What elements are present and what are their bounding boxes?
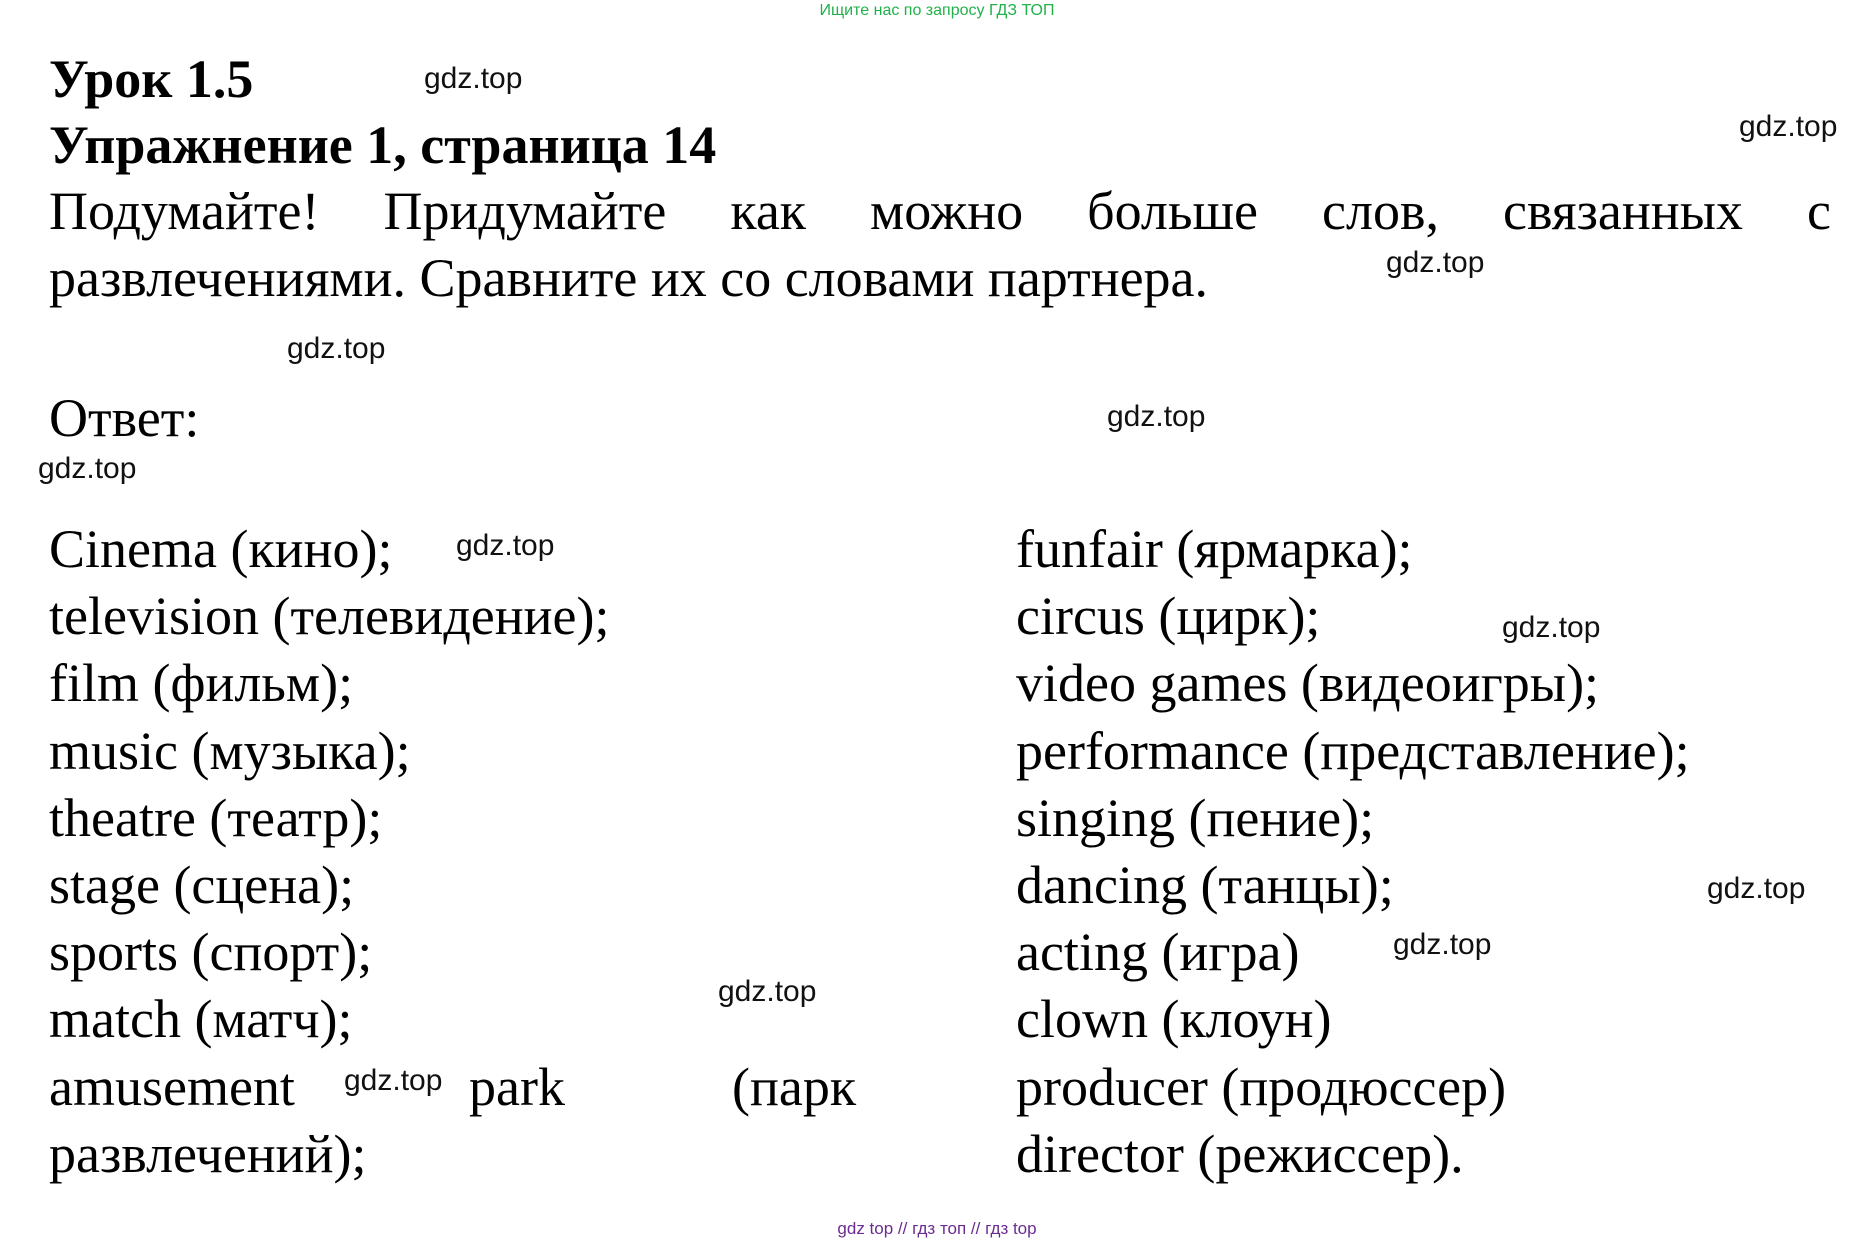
list-item: acting (игра)	[1016, 922, 1300, 983]
watermark: gdz.top	[1386, 246, 1485, 279]
list-item: match (матч);	[49, 989, 353, 1050]
list-item: director (режиссер).	[1016, 1123, 1464, 1184]
watermark: gdz.top	[456, 529, 555, 562]
list-item: sports (спорт);	[49, 922, 373, 983]
watermark: gdz.top	[1502, 611, 1601, 644]
watermark: gdz.top	[287, 332, 386, 365]
list-item: singing (пение);	[1016, 787, 1375, 848]
list-item: circus (цирк);	[1016, 586, 1321, 647]
list-item: theatre (театр);	[49, 787, 383, 848]
park-word: park	[469, 1056, 565, 1117]
search-banner: Ищите нас по запросу ГДЗ ТОП	[819, 2, 1055, 19]
list-item: video games (видеоигры);	[1016, 653, 1600, 714]
list-item: film (фильм);	[49, 653, 354, 714]
list-item: producer (продюссер)	[1016, 1056, 1507, 1117]
list-item: funfair (ярмарка);	[1016, 519, 1413, 579]
watermark: gdz.top	[424, 62, 523, 95]
answer-list-right	[1016, 516, 1856, 1188]
amusement-word: amusement	[49, 1056, 295, 1117]
watermark: gdz.top	[718, 975, 817, 1008]
list-item: dancing (танцы);	[1016, 855, 1394, 916]
list-item: clown (клоун)	[1016, 989, 1332, 1050]
list-item: television (телевидение);	[49, 586, 610, 647]
watermark: gdz.top	[1393, 928, 1492, 961]
footer-watermark: gdz top // гдз топ // гдз top	[837, 1219, 1037, 1238]
list-item-amusement-park	[49, 1054, 879, 1188]
task-text: Подумайте! Придумайте как можно больше слов, связанных с развлечениями. Сравните их со словами партнера.	[49, 181, 1831, 308]
watermark: gdz.top	[1107, 400, 1206, 433]
lesson-title: Урок 1.5	[49, 49, 254, 109]
list-item: performance (представление);	[1016, 720, 1690, 781]
answer-label: Ответ:	[49, 388, 200, 448]
park-translation-start: (парк	[732, 1056, 857, 1117]
exercise-title: Упражнение 1, страница 14	[49, 115, 717, 175]
watermark: gdz.top	[344, 1064, 443, 1097]
answer-list-left	[49, 516, 879, 1188]
list-item: Cinema (кино);	[49, 519, 393, 579]
list-item: music (музыка);	[49, 720, 411, 781]
watermark: gdz.top	[38, 452, 137, 485]
watermark: gdz.top	[1707, 872, 1806, 905]
park-translation-end: развлечений);	[49, 1123, 367, 1184]
list-item: stage (сцена);	[49, 855, 355, 916]
watermark: gdz.top	[1739, 110, 1838, 143]
